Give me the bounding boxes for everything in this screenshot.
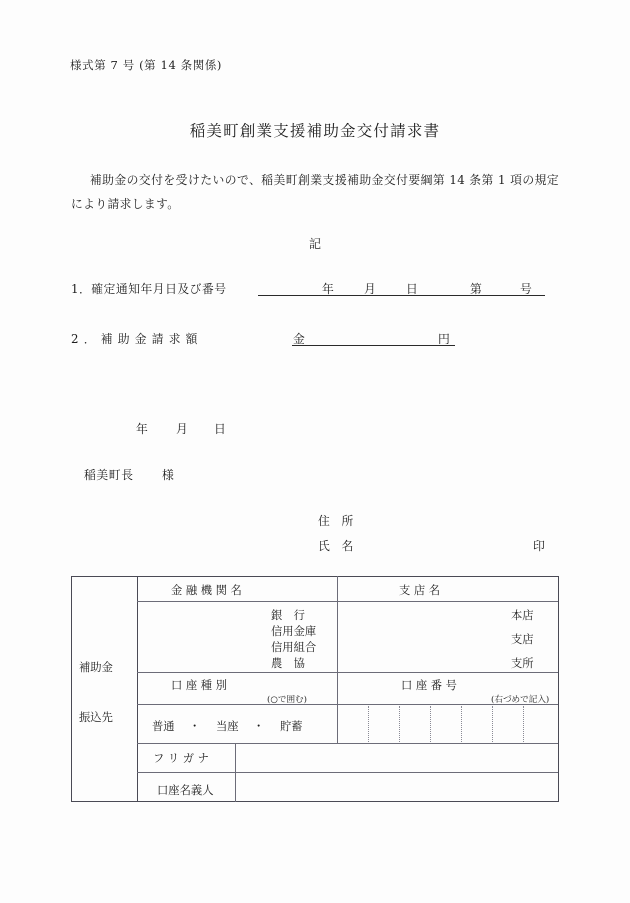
bank-transfer-table bbox=[71, 576, 559, 802]
item-1-underline bbox=[258, 295, 545, 296]
table-header-account-number: 口 座 番 号 bbox=[401, 679, 457, 692]
account-number-divider bbox=[430, 706, 431, 742]
table-rule-after-furigana bbox=[137, 772, 558, 773]
item-1-day-label: 日 bbox=[406, 282, 418, 296]
item-2-currency-suffix: 円 bbox=[438, 332, 450, 346]
account-type-chochiku[interactable]: 貯蓄 bbox=[280, 720, 303, 733]
account-type-toza[interactable]: 当座 bbox=[216, 720, 239, 733]
item-1-label: 1．確定通知年月日及び番号 bbox=[71, 282, 227, 296]
table-divider-label-col bbox=[137, 576, 138, 802]
addressee-honorific: 様 bbox=[162, 468, 174, 482]
account-number-divider bbox=[399, 706, 400, 742]
form-number: 様式第 7 号 (第 14 条関係) bbox=[70, 58, 222, 72]
table-rule-after-types bbox=[137, 672, 558, 673]
table-header-institution: 金 融 機 関 名 bbox=[171, 584, 242, 597]
sender-name-label: 氏 名 bbox=[318, 539, 358, 553]
account-number-divider bbox=[368, 706, 369, 742]
table-border-top bbox=[71, 576, 559, 577]
table-rule-after-account-row bbox=[137, 743, 558, 744]
addressee-name: 稲美町長 bbox=[84, 468, 134, 482]
sender-address-label: 住 所 bbox=[318, 514, 358, 528]
item-1-year-label: 年 bbox=[322, 282, 334, 296]
institution-type-bank[interactable]: 銀 行 bbox=[271, 609, 305, 622]
branch-type-head-office[interactable]: 本店 bbox=[511, 609, 534, 622]
item-1-month-label: 月 bbox=[364, 282, 376, 296]
item-2-currency-prefix: 金 bbox=[293, 332, 305, 346]
date-month-label: 月 bbox=[176, 422, 188, 436]
body-paragraph: 補助金の交付を受けたいので、稲美町創業支援補助金交付要綱第 14 条第 1 項の規定により請求します。 bbox=[71, 173, 559, 212]
table-row-label-line2: 振込先 bbox=[79, 711, 113, 724]
account-type-separator-1: ・ bbox=[189, 720, 201, 733]
note-account-number: (右づめで記入) bbox=[491, 695, 550, 705]
table-rule-after-header bbox=[137, 601, 558, 602]
item-1-number-prefix: 第 bbox=[470, 282, 482, 296]
note-account-type: (○で囲む) bbox=[267, 695, 307, 705]
branch-type-branch[interactable]: 支店 bbox=[511, 633, 534, 646]
branch-type-sub-branch[interactable]: 支所 bbox=[511, 657, 534, 670]
account-number-divider bbox=[492, 706, 493, 742]
account-type-futsu[interactable]: 普通 bbox=[152, 720, 175, 733]
table-row-label-line1: 補助金 bbox=[79, 661, 113, 674]
table-border-right bbox=[558, 576, 559, 802]
institution-type-shinkumi[interactable]: 信用組合 bbox=[271, 641, 317, 654]
table-header-branch: 支 店 名 bbox=[399, 584, 441, 597]
seal-label: 印 bbox=[533, 539, 545, 553]
account-number-divider bbox=[523, 706, 524, 742]
date-day-label: 日 bbox=[214, 422, 226, 436]
item-2-underline bbox=[292, 345, 455, 346]
label-account-holder: 口座名義人 bbox=[157, 784, 214, 797]
account-type-separator-2: ・ bbox=[253, 720, 265, 733]
item-2-label: 2．補助金請求額 bbox=[71, 332, 203, 346]
ki-mark: 記 bbox=[308, 237, 321, 251]
item-1-number-suffix: 号 bbox=[520, 282, 532, 296]
institution-type-nokyo[interactable]: 農 協 bbox=[271, 657, 305, 670]
label-furigana: フ リ ガ ナ bbox=[153, 752, 209, 765]
account-number-divider bbox=[461, 706, 462, 742]
table-border-bottom bbox=[71, 801, 559, 802]
institution-type-shinkin[interactable]: 信用金庫 bbox=[271, 625, 317, 638]
page-title: 稲美町創業支援補助金交付請求書 bbox=[189, 122, 441, 140]
table-header-account-type: 口 座 種 別 bbox=[171, 679, 227, 692]
date-year-label: 年 bbox=[136, 422, 148, 436]
table-border-left bbox=[71, 576, 72, 802]
